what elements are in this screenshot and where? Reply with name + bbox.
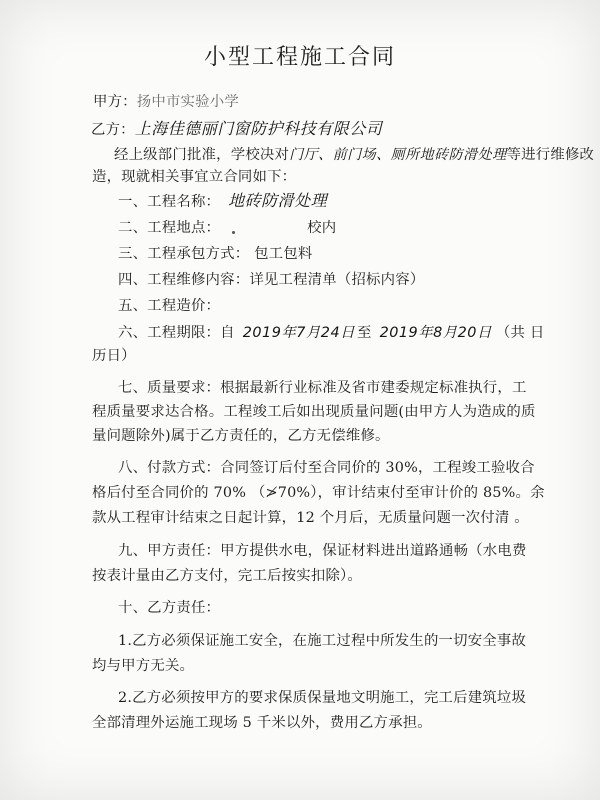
- item-7-line-3: 量问题除外)属于乙方责任的，乙方无偿维修。: [92, 428, 390, 444]
- pen-dot: [232, 231, 235, 234]
- item-2-value: 校内: [307, 220, 337, 236]
- intro-text-1a: 经上级部门批准，学校决对: [114, 147, 290, 163]
- intro-line-2: 造，现就相关事宜立合同如下：: [92, 169, 297, 185]
- item-2-line: [118, 218, 336, 238]
- party-b-duty-2-line-2: 全部清理外运施工现场 5 千米以外，费用乙方承担。: [92, 715, 432, 731]
- item-8-line-2: 格后付至合同价的 70% （≯70%），审计结束付至审计价的 85%。余: [92, 485, 545, 501]
- item-9-line-1: 九、甲方责任：甲方提供水电，保证材料进出道路通畅（水电费: [118, 543, 527, 559]
- item-7-line-2: 程质量要求达合格。工程竣工后如出现质量问题(由甲方人为造成的质: [92, 404, 536, 420]
- document-title: 小型工程施工合同: [203, 45, 396, 70]
- item-6-handwritten-start-date: 2019年7月24日: [242, 325, 355, 341]
- party-b-line: [91, 119, 382, 140]
- item-5-line: 五、工程造价：: [118, 298, 221, 314]
- party-b-duty-2-line-1: 2.乙方必须按甲方的要求保质保量地文明施工，完工后建筑垃圾: [118, 690, 527, 706]
- item-6-to: 至: [357, 325, 372, 341]
- item-1-label: 一、工程名称：: [118, 194, 221, 210]
- item-7-line-1: 七、质量要求：根据最新行业标准及省市建委规定标准执行，工: [118, 380, 527, 396]
- party-b-duty-1-line-1: 1.乙方必须保证施工安全，在施工过程中所发生的一切安全事故: [118, 633, 527, 649]
- party-a-line: [93, 92, 239, 112]
- item-6-line: [118, 323, 544, 343]
- intro-text-1b: 等进行维修改: [506, 147, 595, 163]
- item-1-line: [118, 191, 327, 212]
- intro-handwritten-scope: 门厅、前门场、厕所地砖防滑处理: [289, 147, 507, 163]
- item-2-label: 二、工程地点：: [118, 220, 221, 236]
- intro-line-1: [114, 145, 594, 165]
- item-8-line-3: 款从工程审计结束之日起计算，12 个月后，无质量问题一次付清 。: [92, 510, 529, 526]
- party-a-label: 甲方：: [93, 94, 137, 110]
- item-6-line-2: 历日）: [92, 348, 136, 364]
- item-6-label: 六、工程期限：自: [118, 325, 235, 341]
- item-10-line: 十、乙方责任：: [118, 600, 221, 616]
- item-6-handwritten-end-date: 2019年8月20日: [379, 325, 492, 341]
- party-a-value: 扬中市实验小学: [136, 94, 239, 110]
- item-3-line: 三、工程承包方式： 包工包料: [118, 246, 313, 262]
- item-1-handwritten-value: 地砖防滑处理: [228, 191, 328, 210]
- party-b-duty-1-line-2: 均与甲方无关。: [92, 658, 195, 674]
- party-b-handwritten-value: 上海佳德丽门窗防护科技有限公司: [134, 119, 383, 138]
- item-9-line-2: 按表计量由乙方支付，完工后按实扣除）。: [92, 568, 363, 584]
- item-4-line: 四、工程维修内容：详见工程清单（招标内容）: [118, 272, 425, 288]
- item-8-line-1: 八、付款方式：合同签订后付至合同价的 30%，工程竣工验收合: [118, 460, 535, 476]
- item-6-total-days: （共 日: [495, 325, 545, 341]
- party-b-label: 乙方：: [91, 122, 135, 138]
